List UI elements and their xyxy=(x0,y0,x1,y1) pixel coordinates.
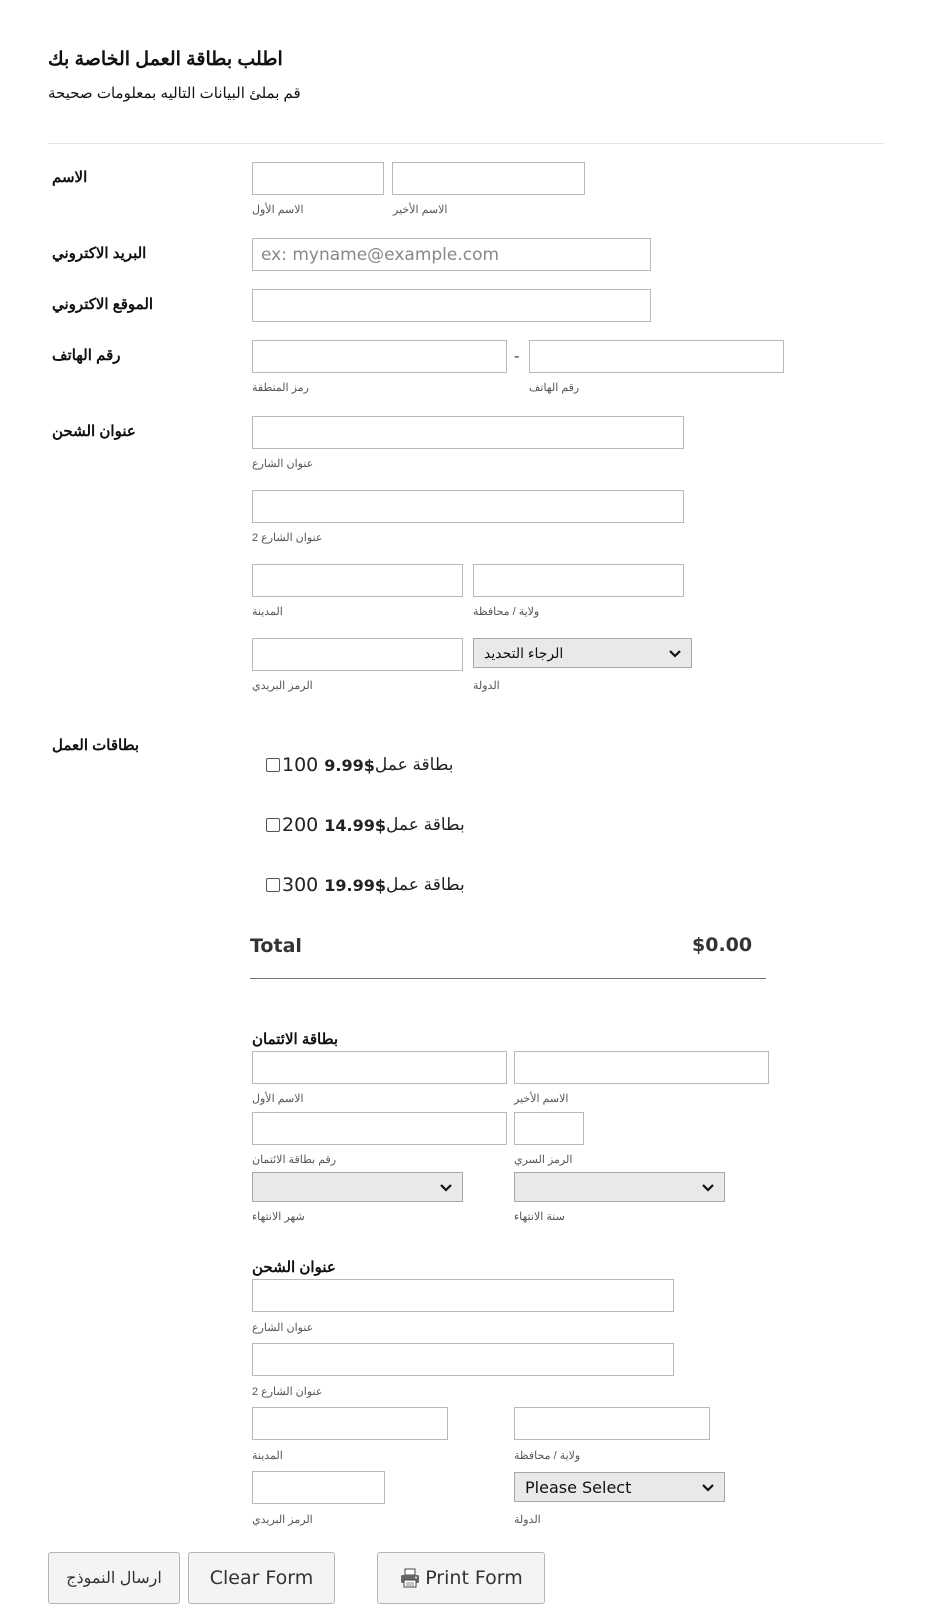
form-title: اطلب بطاقة العمل الخاصة بك xyxy=(48,49,283,70)
last-name-input[interactable] xyxy=(392,162,585,195)
email-label: البريد الاكتروني xyxy=(52,245,147,262)
shipping-zip-input[interactable] xyxy=(252,638,463,671)
phone-number-input[interactable] xyxy=(529,340,784,373)
billing-street2-input[interactable] xyxy=(252,1343,674,1376)
area-code-input[interactable] xyxy=(252,340,507,373)
exp-year-sublabel: سنة الانتهاء xyxy=(514,1211,565,1223)
clear-form-button[interactable]: Clear Form xyxy=(188,1552,335,1604)
chevron-down-icon xyxy=(667,645,683,661)
cc-number-input[interactable] xyxy=(252,1112,507,1145)
phone-label: رقم الهاتف xyxy=(52,347,121,364)
chevron-down-icon xyxy=(700,1179,716,1195)
shipping-zip-sublabel: الرمز البريدي xyxy=(252,680,313,692)
card-qty: 100 xyxy=(282,754,319,776)
cc-last-name-input[interactable] xyxy=(514,1051,769,1084)
billing-street-input[interactable] xyxy=(252,1279,674,1312)
exp-month-select[interactable] xyxy=(252,1172,463,1202)
billing-country-select[interactable] xyxy=(514,1472,725,1502)
exp-year-select[interactable] xyxy=(514,1172,725,1202)
card-text: بطاقة عمل xyxy=(386,875,465,894)
billing-country-sublabel: الدولة xyxy=(514,1514,541,1526)
card-option-300[interactable] xyxy=(266,874,465,896)
cc-first-name-sublabel: الاسم الأول xyxy=(252,1093,304,1105)
shipping-street2-sublabel: عنوان الشارع 2 xyxy=(252,532,323,544)
checkbox[interactable] xyxy=(266,758,280,772)
card-price: 14.99$ xyxy=(324,815,387,835)
shipping-street-sublabel: عنوان الشارع xyxy=(252,458,314,470)
shipping-street2-input[interactable] xyxy=(252,490,684,523)
first-name-sublabel: الاسم الأول xyxy=(252,204,304,216)
print-form-label: Print Form xyxy=(425,1567,523,1589)
checkbox[interactable] xyxy=(266,818,280,832)
area-code-sublabel: رمز المنطقة xyxy=(252,382,309,394)
credit-card-title: بطاقة الائتمان xyxy=(252,1031,339,1048)
cc-first-name-input[interactable] xyxy=(252,1051,507,1084)
billing-zip-sublabel: الرمز البريدي xyxy=(252,1514,313,1526)
chevron-down-icon xyxy=(700,1479,716,1495)
shipping-street-input[interactable] xyxy=(252,416,684,449)
billing-state-sublabel: ولاية / محافظة xyxy=(514,1450,581,1462)
billing-zip-input[interactable] xyxy=(252,1471,385,1504)
first-name-input[interactable] xyxy=(252,162,384,195)
card-option-200[interactable] xyxy=(266,814,465,836)
chevron-down-icon xyxy=(438,1179,454,1195)
phone-separator: - xyxy=(514,347,520,365)
cc-last-name-sublabel: الاسم الأخير xyxy=(514,1093,569,1105)
shipping-label: عنوان الشحن xyxy=(52,423,136,440)
billing-address-title: عنوان الشحن xyxy=(252,1259,336,1276)
cc-cvv-sublabel: الرمز السري xyxy=(514,1154,573,1166)
shipping-state-sublabel: ولاية / محافظة xyxy=(473,606,540,618)
billing-city-sublabel: المدينة xyxy=(252,1450,283,1462)
website-label: الموقع الاكتروني xyxy=(52,296,154,313)
name-label: الاسم xyxy=(52,169,88,186)
billing-street-sublabel: عنوان الشارع xyxy=(252,1322,314,1334)
shipping-country-value: الرجاء التحديد xyxy=(484,644,564,661)
total-label: Total xyxy=(250,935,302,957)
total-divider xyxy=(250,978,766,979)
billing-city-input[interactable] xyxy=(252,1407,448,1440)
form-subtitle: قم بملئ البيانات التاليه بمعلومات صحيحة xyxy=(48,85,301,102)
shipping-city-input[interactable] xyxy=(252,564,463,597)
shipping-city-sublabel: المدينة xyxy=(252,606,283,618)
printer-icon xyxy=(399,1567,421,1589)
card-price: 9.99$ xyxy=(324,755,375,775)
card-qty: 300 xyxy=(282,874,319,896)
checkbox[interactable] xyxy=(266,878,280,892)
phone-number-sublabel: رقم الهاتف xyxy=(529,382,580,394)
card-price: 19.99$ xyxy=(324,875,387,895)
billing-state-input[interactable] xyxy=(514,1407,710,1440)
billing-street2-sublabel: عنوان الشارع 2 xyxy=(252,1386,323,1398)
card-text: بطاقة عمل xyxy=(374,755,454,774)
cc-number-sublabel: رقم بطاقة الائتمان xyxy=(252,1154,337,1166)
exp-month-sublabel: شهر الانتهاء xyxy=(252,1211,305,1223)
business-cards-label: بطاقات العمل xyxy=(52,737,140,754)
cc-cvv-input[interactable] xyxy=(514,1112,584,1145)
shipping-state-input[interactable] xyxy=(473,564,684,597)
website-input[interactable] xyxy=(252,289,651,322)
last-name-sublabel: الاسم الأخير xyxy=(393,204,448,216)
shipping-country-sublabel: الدولة xyxy=(473,680,500,692)
print-form-button[interactable] xyxy=(377,1552,545,1604)
billing-country-value: Please Select xyxy=(525,1477,632,1497)
email-input[interactable] xyxy=(252,238,651,271)
submit-button[interactable]: ارسال النموذج xyxy=(48,1552,180,1604)
card-qty: 200 xyxy=(282,814,319,836)
card-text: بطاقة عمل xyxy=(386,815,465,834)
shipping-country-select[interactable] xyxy=(473,638,692,668)
card-option-100[interactable] xyxy=(266,754,454,776)
header-divider xyxy=(48,143,884,144)
total-value: $0.00 xyxy=(692,934,753,956)
